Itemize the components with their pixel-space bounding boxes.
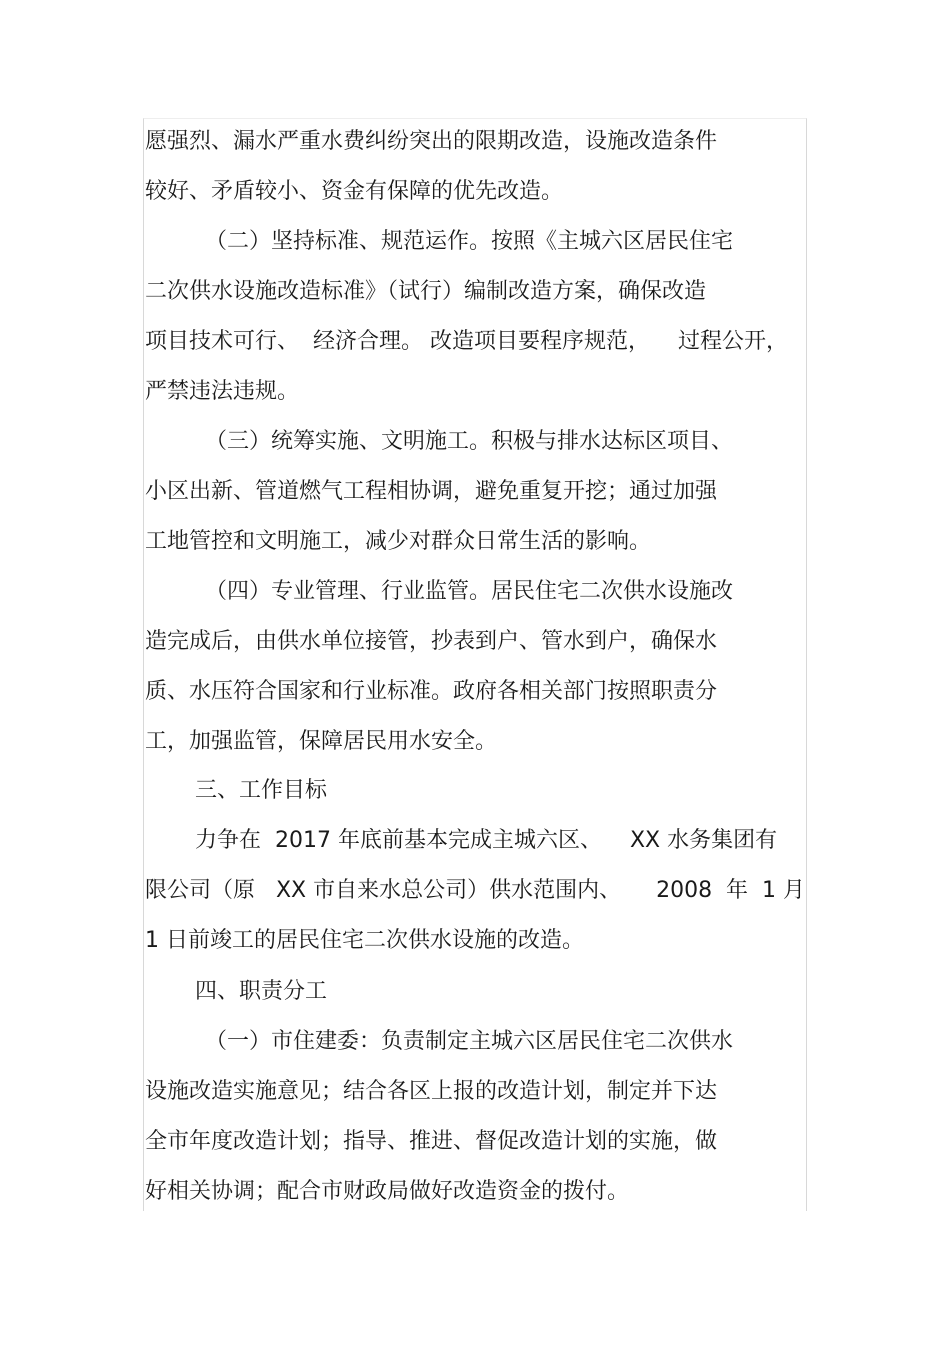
body-line: 1 日前竣工的居民住宅二次供水设施的改造。 — [145, 928, 584, 953]
chapter-heading-goals: 三、工作目标 — [195, 778, 328, 803]
body-line: 小区出新、管道燃气工程相协调，避免重复开挖；通过加强 — [145, 479, 718, 504]
body-line: 设施改造实施意见；结合各区上报的改造计划，制定并下达 — [145, 1079, 718, 1104]
body-line: 力争在 2017 年底前基本完成主城六区、 XX 水务集团有 — [195, 828, 778, 853]
body-line: 二次供水设施改造标准》（试行）编制改造方案，确保改造 — [145, 279, 707, 304]
body-line: 工地管控和文明施工，减少对群众日常生活的影响。 — [145, 529, 652, 554]
body-line: 质、水压符合国家和行业标准。政府各相关部门按照职责分 — [145, 679, 718, 704]
body-line: 全市年度改造计划；指导、推进、督促改造计划的实施，做 — [145, 1129, 718, 1154]
body-line: 限公司（原 XX 市自来水总公司）供水范围内、 2008 年 1 月 — [145, 878, 806, 903]
body-line: 工，加强监管，保障居民用水安全。 — [145, 729, 498, 754]
body-line: 严禁违法违规。 — [145, 379, 300, 404]
body-line: 好相关协调；配合市财政局做好改造资金的拨付。 — [145, 1179, 630, 1204]
section-heading-4: （四）专业管理、行业监管。居民住宅二次供水设施改 — [205, 579, 734, 604]
body-line: 造完成后，由供水单位接管，抄表到户、管水到户，确保水 — [145, 629, 718, 654]
section-heading-1: （一）市住建委：负责制定主城六区居民住宅二次供水 — [205, 1029, 734, 1054]
body-line: 较好、矛盾较小、资金有保障的优先改造。 — [145, 179, 564, 204]
section-heading-2: （二）坚持标准、规范运作。按照《主城六区居民住宅 — [205, 229, 734, 254]
body-line: 愿强烈、漏水严重水费纠纷突出的限期改造，设施改造条件 — [145, 129, 718, 154]
chapter-heading-duties: 四、职责分工 — [195, 979, 328, 1004]
body-line: 项目技术可行、 经济合理。 改造项目要程序规范， 过程公开， — [145, 329, 788, 354]
section-heading-3: （三）统筹实施、文明施工。积极与排水达标区项目、 — [205, 429, 734, 454]
